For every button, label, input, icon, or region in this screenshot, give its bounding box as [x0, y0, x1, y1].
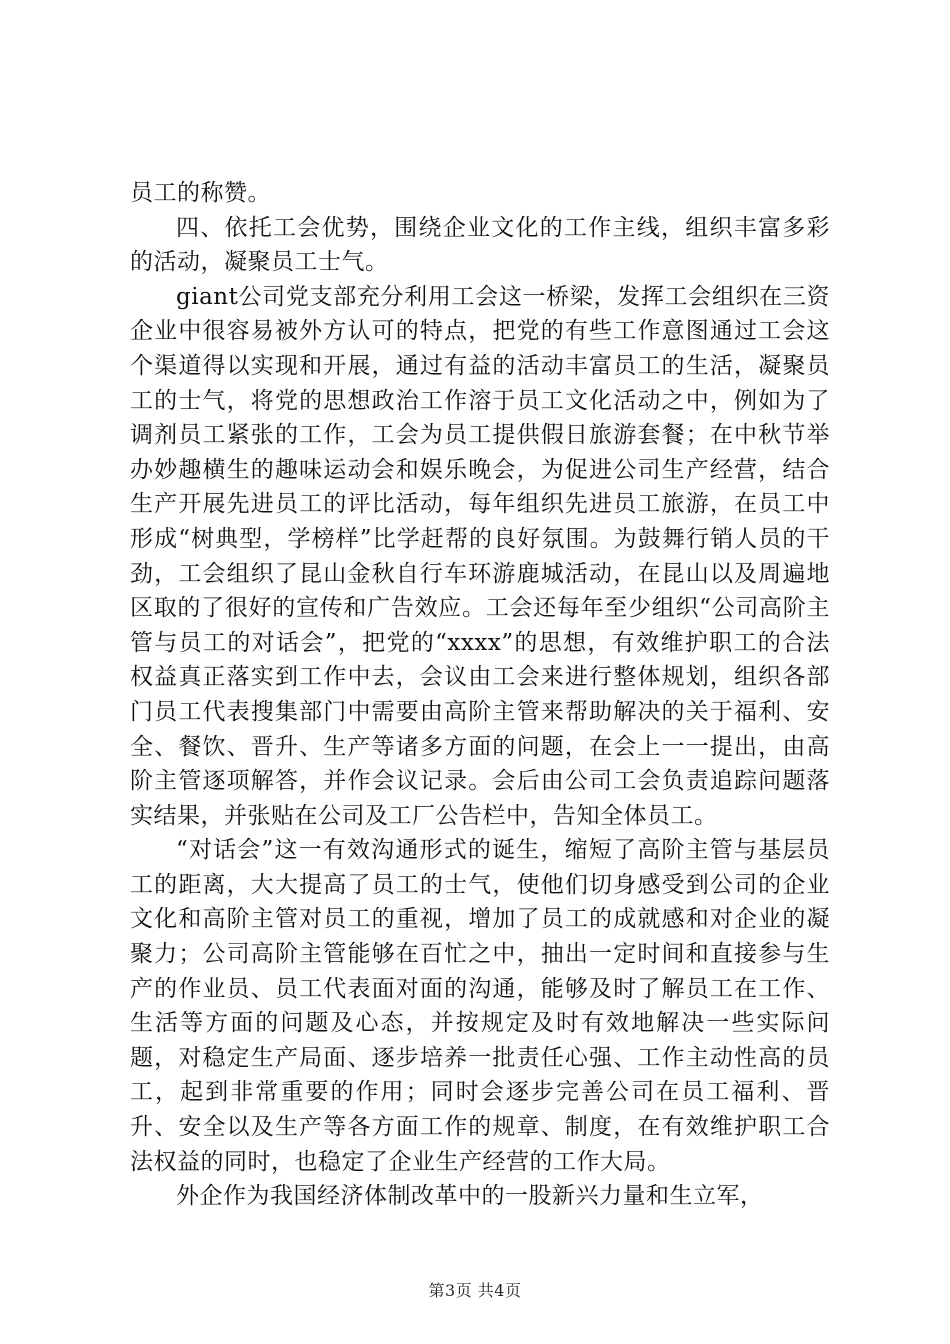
paragraph-dialogue-meeting: “对话会”这一有效沟通形式的诞生，缩短了高阶主管与基层员工的距离，大大提高了员工的士气，使他们切身感受到公司的企业文化和高阶主管对员工的重视，增加了员工的成就感和对企业的凝聚力；公司高阶主管能够在百忙之中，抽出一定时间和直接参与生产的作业员、员工代表面对面的沟通，能够及时了解员工在工作、生活等方面的问题及心态，并按规定及时有效地解决一些实际问题，对稳定生产局面、逐步培养一批责任心强、工作主动性高的员工，起到非常重要的作用；同时会逐步完善公司在员工福利、晋升、安全以及生产等各方面工作的规章、制度，在有效维护职工合法权益的同时，也稳定了企业生产经营的工作大局。: [130, 837, 830, 1175]
document-body: [130, 176, 830, 1214]
paragraph-continuation: 员工的称赞。: [130, 180, 271, 206]
paragraph-foreign-enterprise: 外企作为我国经济体制改革中的一股新兴力量和生立军，: [176, 1183, 764, 1210]
section-heading-four: 四、依托工会优势，围绕企业文化的工作主线，组织丰富多彩的活动，凝聚员工士气。: [130, 214, 830, 276]
page-number-footer: 第3页 共4页: [428, 1281, 522, 1300]
paragraph-union-activities: giant公司党支部充分利用工会这一桥梁，发挥工会组织在三资企业中很容易被外方认可的特点，把党的有些工作意图通过工会这个渠道得以实现和开展，通过有益的活动丰富员工的生活，凝聚员工的士气，将党的思想政治工作溶于员工文化活动之中，例如为了调剂员工紧张的工作，工会为员工提供假日旅游套餐；在中秋节举办妙趣横生的趣味运动会和娱乐晚会，为促进公司生产经营，结合生产开展先进员工的评比活动，每年组织先进员工旅游，在员工中形成“树典型，学榜样”比学赶帮的良好氛围。为鼓舞行销人员的干劲，工会组织了昆山金秋自行车环游鹿城活动，在昆山以及周遍地区取的了很好的宣传和广告效应。工会还每年至少组织“公司高阶主管与员工的对话会”，把党的“xxxx”的思想，有效维护职工的合法权益真正落实到工作中去，会议由工会来进行整体规划，组织各部门员工代表搜集部门中需要由高阶主管来帮助解决的关于福利、安全、餐饮、晋升、生产等诸多方面的问题，在会上一一提出，由高阶主管逐项解答，并作会议记录。会后由公司工会负责追踪问题落实结果，并张贴在公司及工厂公告栏中，告知全体员工。: [130, 283, 830, 829]
